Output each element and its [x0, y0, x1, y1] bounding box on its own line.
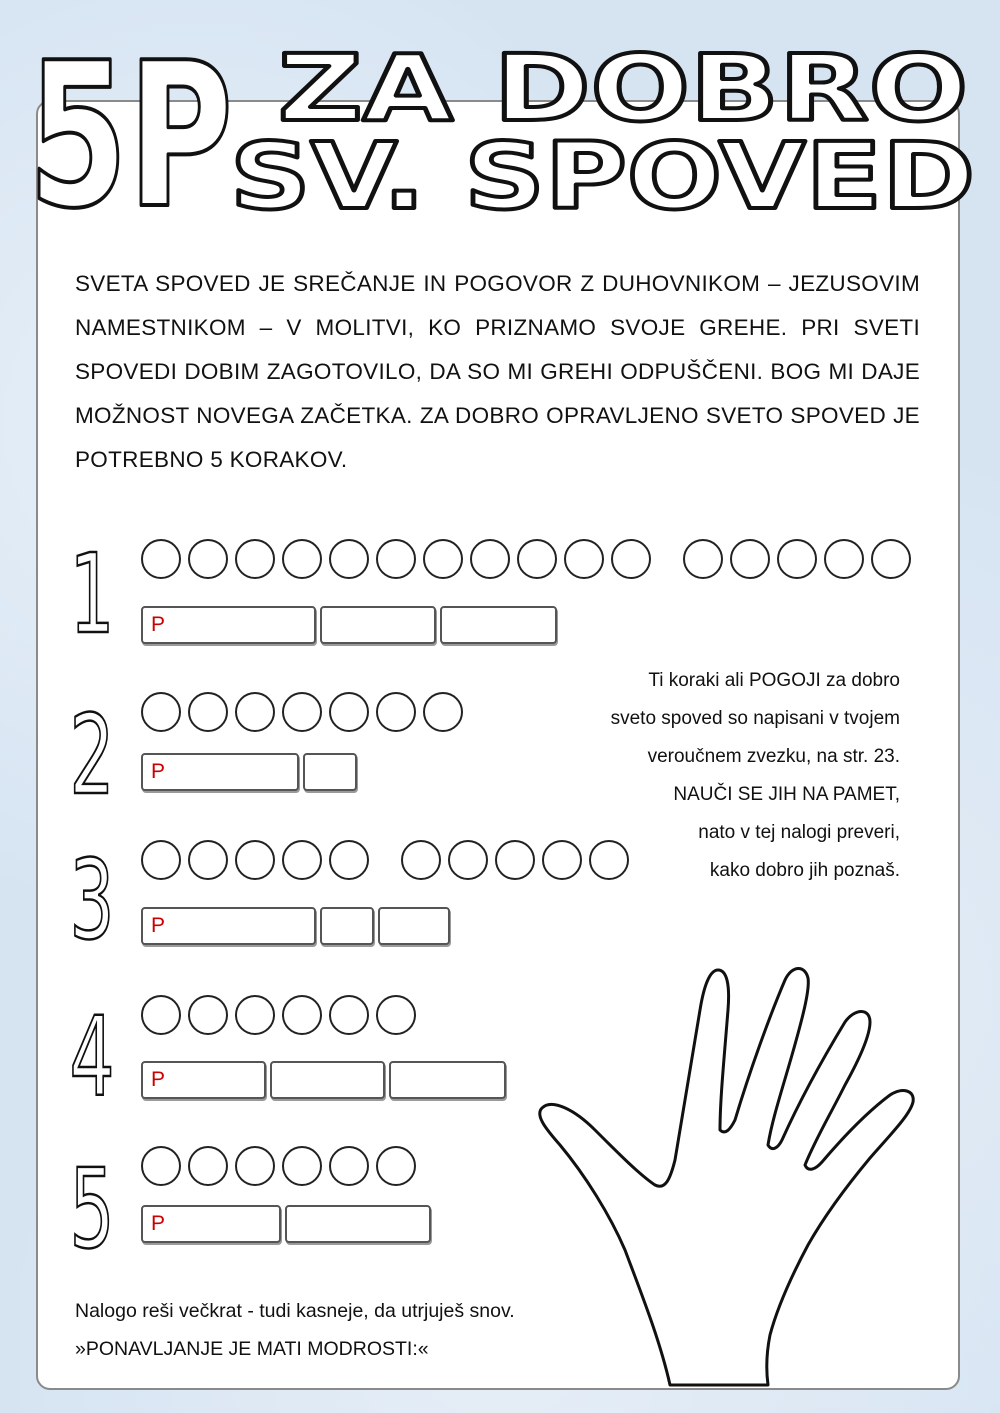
letter-circle[interactable] — [448, 840, 488, 880]
side-note-line: nato v tej nalogi preveri, — [698, 822, 900, 843]
answer-box[interactable] — [320, 907, 374, 945]
letter-circle[interactable] — [188, 840, 228, 880]
letter-circle[interactable] — [329, 840, 369, 880]
letter-circle[interactable] — [376, 692, 416, 732]
letter-circle[interactable] — [470, 539, 510, 579]
side-note-line: NAUČI SE JIH NA PAMET, — [673, 784, 900, 805]
footer-line-1: Nalogo reši večkrat - tudi kasneje, da utrjuješ snov. — [75, 1300, 515, 1322]
title-line-2: SV. SPOVED — [230, 123, 975, 230]
answer-box[interactable] — [440, 606, 557, 644]
step-1-answer-boxes[interactable] — [141, 606, 561, 644]
svg-text:3: 3 — [69, 836, 115, 964]
letter-circle[interactable] — [188, 1146, 228, 1186]
answer-box[interactable] — [303, 753, 357, 791]
letter-circle[interactable] — [495, 840, 535, 880]
letter-circle[interactable] — [235, 840, 275, 880]
letter-circle[interactable] — [235, 1146, 275, 1186]
answer-box[interactable] — [270, 1061, 385, 1099]
letter-circle[interactable] — [376, 1146, 416, 1186]
letter-circle[interactable] — [188, 995, 228, 1035]
letter-circle[interactable] — [282, 1146, 322, 1186]
side-note-line: kako dobro jih poznaš. — [709, 860, 900, 881]
answer-box[interactable]: P — [141, 907, 316, 945]
title-badge: 5P — [28, 20, 233, 253]
footer-line-2: »PONAVLJANJE JE MATI MODROSTI:« — [75, 1338, 429, 1360]
letter-circle[interactable] — [141, 539, 181, 579]
letter-circle[interactable] — [611, 539, 651, 579]
answer-box[interactable] — [285, 1205, 431, 1243]
side-note-line: sveto spoved so napisani v tvojem — [610, 708, 900, 729]
letter-circle[interactable] — [141, 840, 181, 880]
step-4-letter-circles[interactable] — [141, 995, 423, 1035]
letter-circle[interactable] — [282, 692, 322, 732]
hand-outline-icon — [530, 960, 970, 1390]
side-note — [540, 662, 900, 890]
letter-circle[interactable] — [329, 995, 369, 1035]
letter-circle[interactable] — [329, 692, 369, 732]
step-number-5 — [62, 1145, 122, 1273]
letter-circle[interactable] — [683, 539, 723, 579]
letter-circle[interactable] — [235, 539, 275, 579]
footer-note — [75, 1292, 515, 1368]
answer-box[interactable] — [389, 1061, 506, 1099]
letter-circle[interactable] — [188, 539, 228, 579]
letter-circle[interactable] — [824, 539, 864, 579]
title-banner — [0, 0, 1000, 253]
letter-circle[interactable] — [282, 995, 322, 1035]
step-number-2 — [62, 691, 122, 819]
answer-box[interactable]: P — [141, 753, 299, 791]
letter-circle[interactable] — [376, 539, 416, 579]
letter-circle[interactable] — [329, 1146, 369, 1186]
title-line-1: ZA DOBRO — [278, 35, 968, 142]
side-note-line: Ti koraki ali POGOJI za dobro — [648, 670, 900, 691]
step-5-letter-circles[interactable] — [141, 1146, 423, 1186]
answer-box[interactable] — [320, 606, 436, 644]
letter-circle[interactable] — [401, 840, 441, 880]
svg-text:1: 1 — [69, 530, 115, 658]
letter-circle[interactable] — [777, 539, 817, 579]
step-2-letter-circles[interactable] — [141, 692, 470, 732]
answer-box[interactable]: P — [141, 606, 316, 644]
answer-box[interactable] — [378, 907, 450, 945]
step-number-3 — [62, 836, 122, 964]
step-number-1 — [62, 530, 122, 658]
svg-text:4: 4 — [69, 993, 115, 1121]
step-4-answer-boxes[interactable] — [141, 1061, 510, 1099]
letter-circle[interactable] — [517, 539, 557, 579]
letter-circle[interactable] — [141, 692, 181, 732]
letter-circle[interactable] — [141, 1146, 181, 1186]
letter-circle[interactable] — [423, 539, 463, 579]
letter-circle[interactable] — [188, 692, 228, 732]
letter-circle[interactable] — [282, 840, 322, 880]
step-3-answer-boxes[interactable] — [141, 907, 454, 945]
answer-box[interactable]: P — [141, 1061, 266, 1099]
letter-circle[interactable] — [730, 539, 770, 579]
letter-circle[interactable] — [235, 692, 275, 732]
svg-text:2: 2 — [69, 691, 115, 819]
step-1-letter-circles[interactable] — [141, 539, 918, 579]
svg-text:5: 5 — [69, 1145, 115, 1273]
letter-circle[interactable] — [141, 995, 181, 1035]
letter-circle[interactable] — [871, 539, 911, 579]
side-note-line: veroučnem zvezku, na str. 23. — [647, 746, 900, 767]
letter-circle[interactable] — [376, 995, 416, 1035]
answer-box[interactable]: P — [141, 1205, 281, 1243]
letter-circle[interactable] — [329, 539, 369, 579]
letter-circle[interactable] — [423, 692, 463, 732]
step-5-answer-boxes[interactable] — [141, 1205, 435, 1243]
letter-circle[interactable] — [235, 995, 275, 1035]
letter-circle[interactable] — [564, 539, 604, 579]
intro-paragraph: SVETA SPOVED JE SREČANJE IN POGOVOR Z DUHOVNIKOM – JEZUSOVIM NAMESTNIKOM – V MOLITVI, KO PRIZNAMO SVOJE GREHE. PRI SVETI SPOVEDI DOBIM ZAGOTOVILO, DA SO MI GREHI ODPUŠČENI. BOG MI DAJE MOŽNOST NOVEGA ZAČETKA. ZA DOBRO OPRAVLJENO SVETO SPOVED JE POTREBNO 5 KORAKOV. — [75, 271, 920, 472]
step-2-answer-boxes[interactable] — [141, 753, 361, 791]
step-number-4 — [62, 993, 122, 1121]
letter-circle[interactable] — [282, 539, 322, 579]
